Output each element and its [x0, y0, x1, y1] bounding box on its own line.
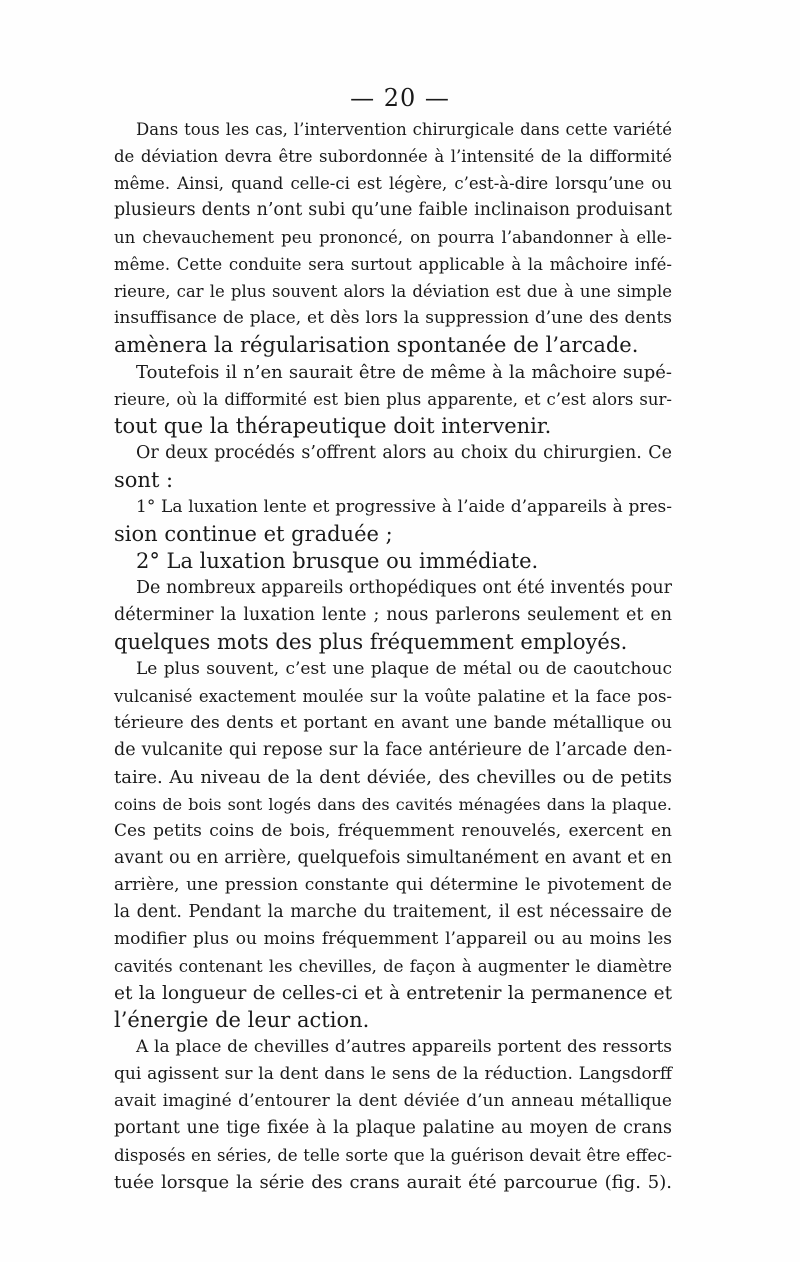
text-line: l’énergie de leur action. [114, 1008, 370, 1032]
text-line: Ces petits coins de bois, fréquemment renouvelés, exercent en [114, 821, 672, 841]
text-line: de déviation devra être subordonnée à l’intensité de la difformité [114, 147, 672, 166]
text-line: cavités contenant les chevilles, de façon à augmenter le diamètre [114, 957, 672, 976]
text-line: qui agissent sur la dent dans le sens de la réduction. Langsdorff [114, 1064, 672, 1084]
text-line: sont : [114, 468, 174, 492]
text-line: térieure des dents et portant en avant une bande métallique ou [114, 713, 672, 733]
text-line: avait imaginé d’entourer la dent déviée d’un anneau métallique [114, 1091, 672, 1111]
text-line: vulcanisé exactement moulée sur la voûte palatine et la face pos- [114, 687, 672, 706]
text-line: amènera la régularisation spontanée de l’arcade. [114, 333, 639, 357]
text-line: tuée lorsque la série des crans aurait été parcourue (fig. 5). [114, 1172, 672, 1193]
text-line: même. Ainsi, quand celle-ci est légère, c’est-à-dire lorsqu’une ou [114, 174, 672, 193]
text-line: sion continue et graduée ; [114, 522, 393, 546]
text-line: taire. Au niveau de la dent déviée, des chevilles ou de petits [114, 767, 672, 788]
text-line: A la place de chevilles d’autres appareils portent des ressorts [136, 1037, 672, 1057]
text-line: déterminer la luxation lente ; nous parlerons seulement et en [114, 605, 672, 625]
text-line: rieure, car le plus souvent alors la déviation est due à une simple [114, 282, 672, 301]
text-line: Dans tous les cas, l’intervention chirurgicale dans cette variété [136, 120, 672, 139]
text-line: de vulcanite qui repose sur la face antérieure de l’arcade den- [114, 740, 672, 760]
text-line: modifier plus ou moins fréquemment l’appareil ou au moins les [114, 929, 672, 949]
text-line: un chevauchement peu prononcé, on pourra l’abandonner à elle- [114, 228, 672, 247]
text-line: disposés en séries, de telle sorte que la guérison devait être effec- [114, 1146, 672, 1165]
text-line: Le plus souvent, c’est une plaque de métal ou de caoutchouc [136, 659, 672, 679]
text-line: 2° La luxation brusque ou immédiate. [136, 549, 539, 573]
text-line: Toutefois il n’en saurait être de même à la mâchoire supé- [136, 362, 672, 383]
text-line: rieure, où la difformité est bien plus apparente, et c’est alors sur- [114, 390, 672, 409]
text-line: 1° La luxation lente et progressive à l’aide d’appareils à pres- [136, 497, 672, 517]
text-line: quelques mots des plus fréquemment employés. [114, 630, 628, 654]
text-line: coins de bois sont logés dans des cavités ménagées dans la plaque. [114, 795, 672, 814]
text-line: De nombreux appareils orthopédiques ont été inventés pour [136, 578, 672, 598]
text-line: plusieurs dents n’ont subi qu’une faible inclinaison produisant [114, 200, 672, 220]
text-line: même. Cette conduite sera surtout applicable à la mâchoire infé- [114, 255, 672, 274]
text-line: et la longueur de celles-ci et à entretenir la permanence et [114, 983, 672, 1004]
text-line: avant ou en arrière, quelquefois simultanément en avant et en [114, 848, 672, 868]
text-line: insuffisance de place, et dès lors la suppression d’une des dents [114, 308, 672, 328]
page-number: — 20 — [350, 84, 450, 112]
text-line: Or deux procédés s’offrent alors au choix du chirurgien. Ce [136, 443, 672, 463]
text-line: arrière, une pression constante qui détermine le pivotement de [114, 875, 672, 895]
text-line: tout que la thérapeutique doit intervenir. [114, 414, 552, 438]
body-text [114, 116, 672, 1196]
text-line: portant une tige fixée à la plaque palatine au moyen de crans [114, 1118, 672, 1138]
text-line: la dent. Pendant la marche du traitement, il est nécessaire de [114, 902, 672, 922]
